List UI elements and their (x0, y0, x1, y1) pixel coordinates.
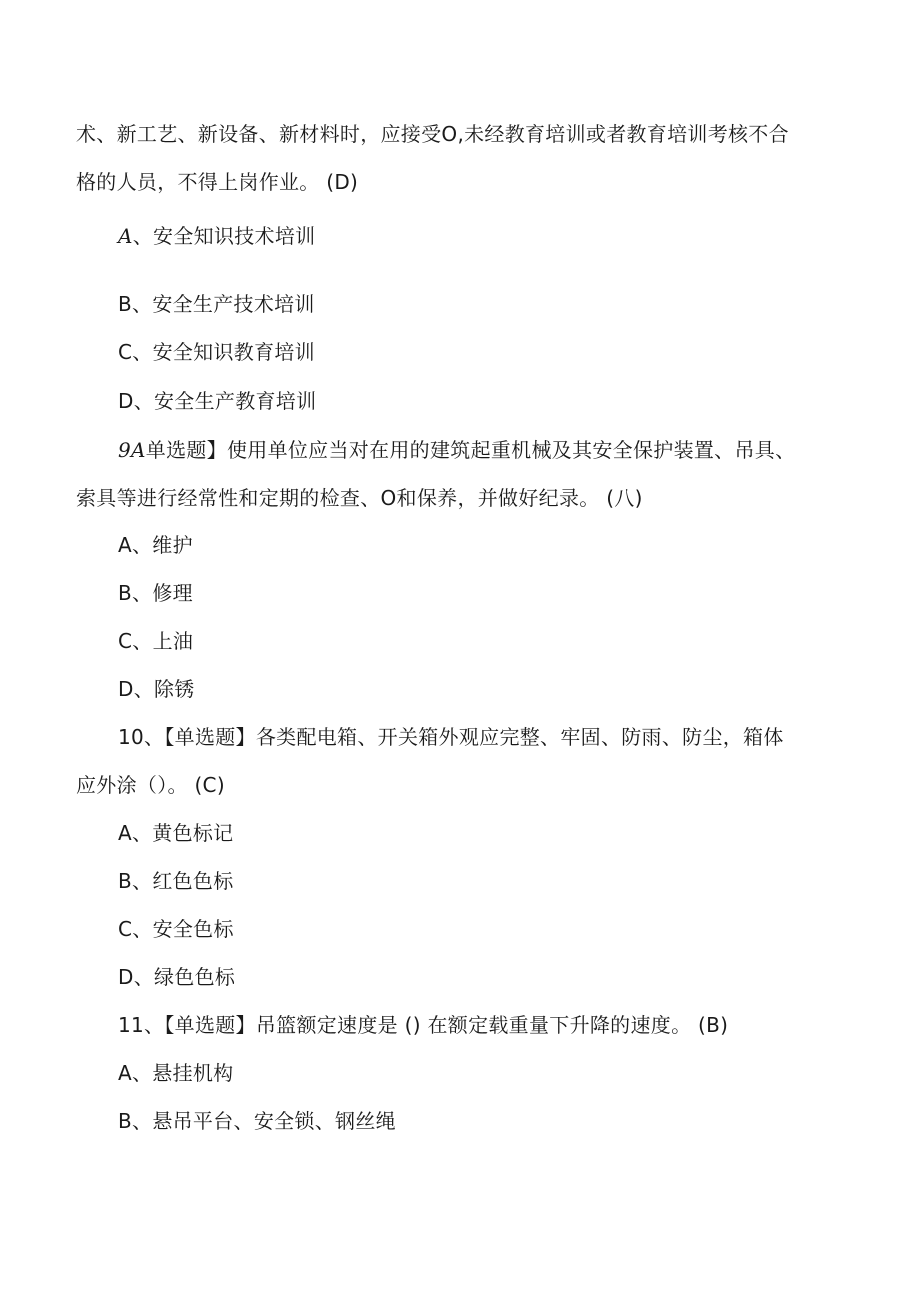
question-9-option-c: C、上油 (118, 629, 194, 653)
question-9-stem-line-2: 索具等进行经常性和定期的检查、O和保养，并做好纪录。 (八) (76, 486, 643, 510)
question-11-option-b: B、悬吊平台、安全锁、钢丝绳 (118, 1109, 396, 1133)
question-9-option-d: D、除锈 (118, 677, 195, 701)
question-8-stem-line-2: 格的人员，不得上岗作业。 (D) (76, 170, 359, 194)
question-11-stem-line-1: 11、【单选题】吊篮额定速度是 () 在额定载重量下升降的速度。 (B) (118, 1013, 729, 1037)
question-10-option-c: C、安全色标 (118, 917, 234, 941)
question-8-option-c: C、安全知识教育培训 (118, 340, 315, 364)
option-a-text: 、安全知识技术培训 (132, 224, 316, 248)
question-8-stem-line-1: 术、新工艺、新设备、新材料时，应接受O,未经教育培训或者教育培训考核不合 (76, 122, 789, 146)
question-9-stem-line-1 (118, 436, 795, 464)
question-9-option-b: B、修理 (118, 581, 193, 605)
question-9-option-a: A、维护 (118, 533, 193, 557)
question-10-stem-line-1: 10、【单选题】各类配电箱、开关箱外观应完整、牢固、防雨、防尘，箱体 (118, 725, 784, 749)
question-10-option-b: B、红色色标 (118, 869, 234, 893)
question-9-number: 9A (118, 438, 146, 462)
question-8-option-b: B、安全生产技术培训 (118, 292, 315, 316)
question-9-stem-text: 单选题】使用单位应当对在用的建筑起重机械及其安全保护装置、吊具、 (145, 438, 796, 462)
option-a-letter: A (118, 224, 133, 248)
question-10-option-a: A、黄色标记 (118, 821, 234, 845)
question-10-stem-line-2: 应外涂（）。 (C) (76, 773, 225, 797)
question-11-option-a: A、悬挂机构 (118, 1061, 234, 1085)
question-8-option-a (118, 222, 315, 250)
question-10-option-d: D、绿色色标 (118, 965, 236, 989)
question-8-option-d: D、安全生产教育培训 (118, 389, 317, 413)
